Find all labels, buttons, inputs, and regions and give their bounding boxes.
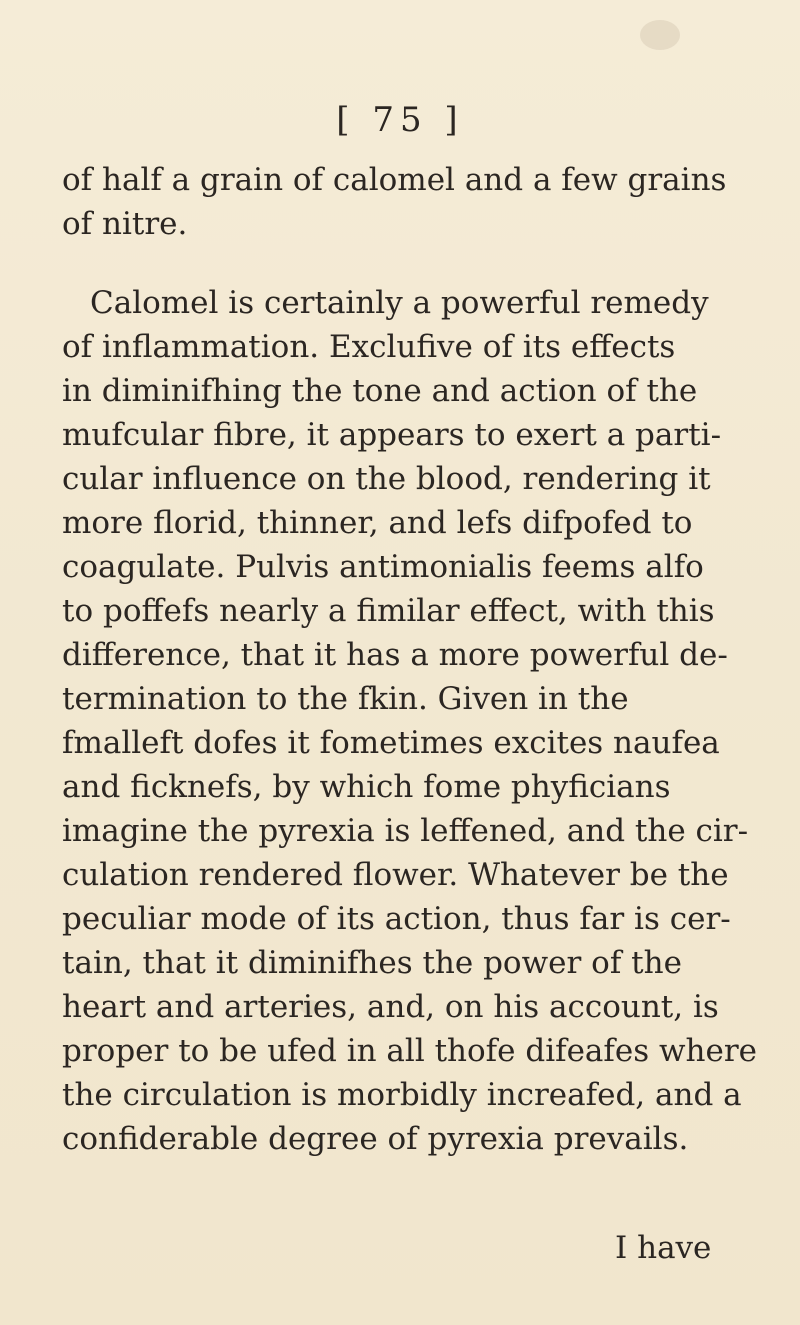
text-line: Calomel is certainly a powerful remedy [90,285,709,321]
text-line: proper to be ufed in all thofe difeafes where [62,1033,758,1069]
body-text [62,158,762,1161]
text-line: and ficknefs, by which fome phyficians [62,769,671,805]
text-line: difference, that it has a more powerful de- [62,637,728,673]
text-line: imagine the pyrexia is leffened, and the cir- [62,813,749,849]
catchword: I have [615,1230,712,1266]
text-line: to poffefs nearly a fimilar effect, with this [62,593,715,629]
text-line: of nitre. [62,206,188,242]
text-line: cular influence on the blood, rendering it [62,461,711,497]
paper-stain [640,20,680,50]
text-line: of inflammation. Exclufive of its effects [62,329,676,365]
text-line: confiderable degree of pyrexia prevails. [62,1121,689,1157]
text-line: of half a grain of calomel and a few grains [62,162,727,198]
text-line: peculiar mode of its action, thus far is cer- [62,901,731,937]
text-line: tain, that it diminifhes the power of the [62,945,682,981]
text-line: fmalleft dofes it fometimes excites naufea [62,725,720,761]
text-line: the circulation is morbidly increafed, and a [62,1077,742,1113]
text-line: heart and arteries, and, on his account, is [62,989,719,1025]
page-number: [ 75 ] [336,100,464,140]
text-line: coagulate. Pulvis antimonialis feems alfo [62,549,704,585]
text-line: mufcular fibre, it appears to exert a parti- [62,417,722,453]
text-line: culation rendered flower. Whatever be the [62,857,729,893]
text-line: more florid, thinner, and lefs difpofed to [62,505,693,541]
text-line: termination to the fkin. Given in the [62,681,629,717]
text-line: in diminifhing the tone and action of the [62,373,698,409]
